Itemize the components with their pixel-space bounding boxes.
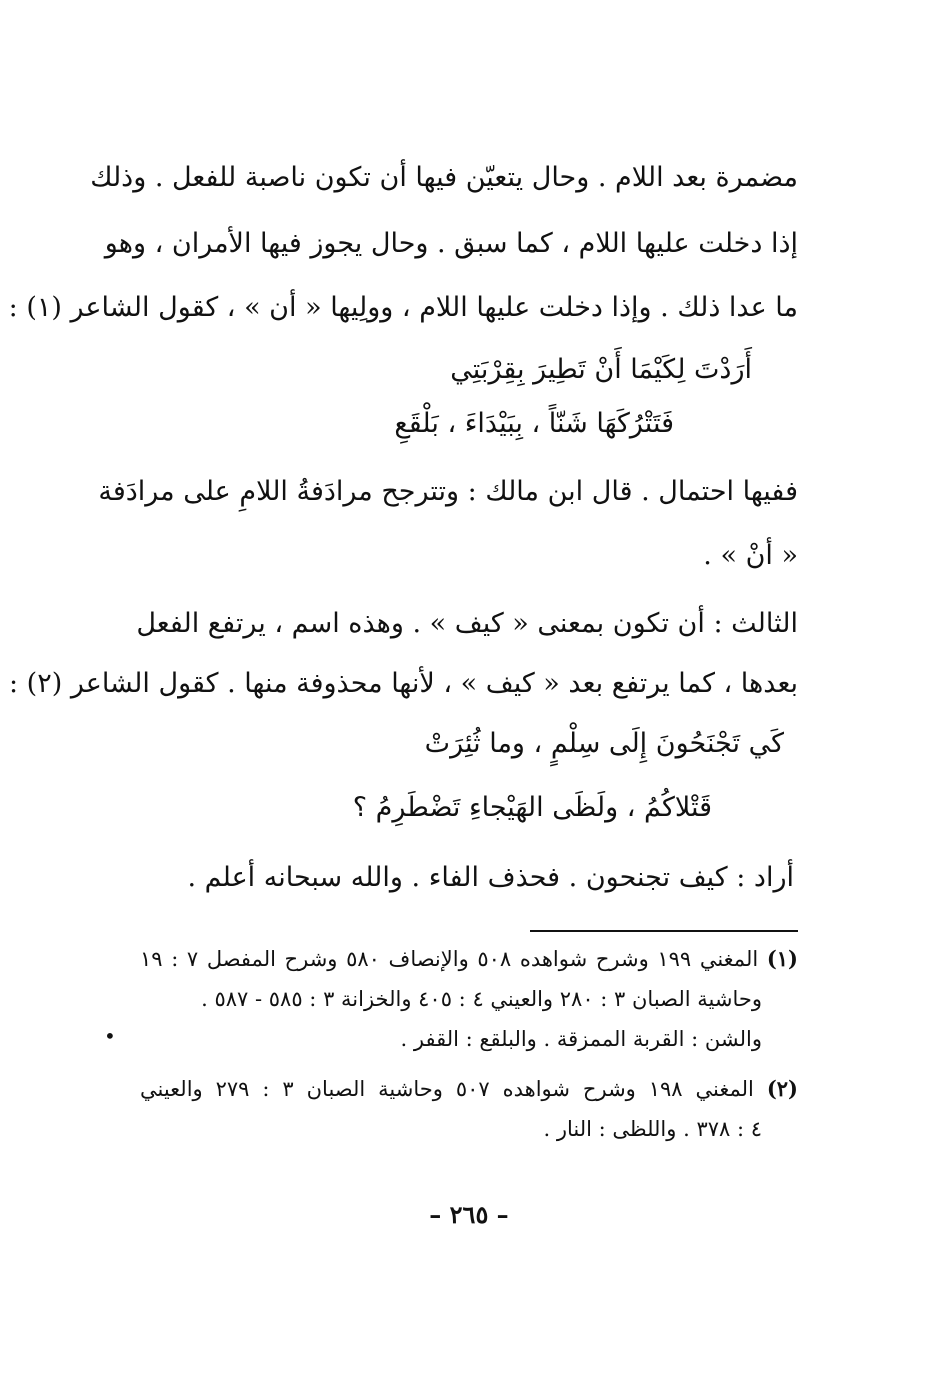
footnote-line	[140, 1074, 798, 1104]
footnote-separator	[530, 930, 798, 932]
body-line: « أنْ » .	[703, 540, 798, 571]
footnote-line: وحاشية الصبان ٣ : ٢٨٠ والعيني ٤ : ٤٠٥ والخزانة ٣ : ٥٨٥ - ٥٨٧ .	[201, 987, 762, 1011]
body-line: ففيها احتمال . قال ابن مالك : وتترجح مرادَفةُ اللامِ على مرادَفة	[98, 476, 798, 507]
verse-line: أَرَدْتَ لِكَيْمَا أَنْ تَطِيرَ بِقِرْبَتِي	[450, 354, 752, 385]
body-line: مضمرة بعد اللام . وحال يتعيّن فيها أن تكون ناصبة للفعل . وذلك	[90, 162, 798, 193]
footnote-line	[140, 944, 798, 974]
footnote-line: والشن : القربة الممزقة . والبلقع : القفر .	[400, 1027, 762, 1051]
verse-line: فَتَتْرُكَهَا شَنّاً ، بِبَيْدَاءَ ، بَلْقَعِ	[394, 408, 674, 439]
body-line: ما عدا ذلك . وإذا دخلت عليها اللام ، وولِيها « أن » ، كقول الشاعر (١) :	[8, 292, 798, 323]
page-number: – ٢٦٥ –	[429, 1200, 509, 1229]
footnote-text: المغني ١٩٨ وشرح شواهده ٥٠٧ وحاشية الصبان ٣ : ٢٧٩ والعيني	[140, 1077, 754, 1101]
ink-mark: •	[104, 1024, 116, 1048]
footnote-number: (١)	[766, 946, 798, 971]
body-line: أراد : كيف تجنحون . فحذف الفاء . والله سبحانه أعلم .	[187, 862, 794, 893]
footnote-text: المغني ١٩٩ وشرح شواهده ٥٠٨ والإنصاف ٥٨٠ وشرح المفصل ٧ : ١٩	[140, 947, 759, 971]
body-line: الثالث : أن تكون بمعنى « كيف » . وهذه اسم ، يرتفع الفعل	[136, 608, 798, 639]
body-line: بعدها ، كما يرتفع بعد « كيف » ، لأنها محذوفة منها . كقول الشاعر (٢) :	[8, 668, 798, 699]
verse-line: قَتْلاكُمُ ، ولَظَى الهَيْجاءِ تَضْطَرِمُ ؟	[352, 792, 712, 823]
verse-line: كَي تَجْنَحُونَ إِلَى سِلْمٍ ، وما ثُئِرَتْ	[424, 728, 784, 759]
body-line: إذا دخلت عليها اللام ، كما سبق . وحال يجوز فيها الأمران ، وهو	[104, 228, 798, 259]
footnote-line: ٤ : ٣٧٨ . واللظى : النار .	[543, 1117, 762, 1141]
footnote-number: (٢)	[766, 1076, 798, 1101]
